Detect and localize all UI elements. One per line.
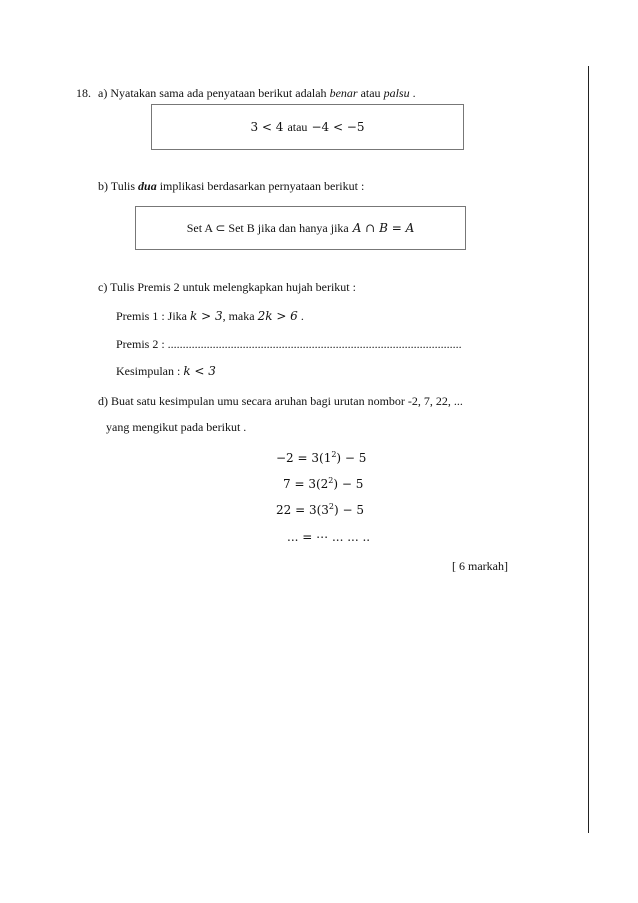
word-palsu: palsu: [383, 86, 410, 100]
kesimpulan: [116, 364, 216, 378]
part-b-suffix: implikasi berdasarkan pernyataan berikut :: [156, 179, 365, 193]
premis1-mid: , maka: [222, 309, 258, 323]
kesimpulan-prefix: Kesimpulan :: [116, 364, 184, 378]
part-d-instruction: d) Buat satu kesimpulan umu secara aruhan bagi urutan nombor -2, 7, 22, ...: [98, 394, 463, 408]
premis-1: [116, 309, 304, 323]
word-atau: atau: [357, 86, 384, 100]
question-number: 18.: [76, 86, 91, 100]
word-benar: benar: [329, 86, 358, 100]
premis1-res: 2k > 6: [257, 309, 298, 323]
equation-1: $-2 = 3(1^2) - 5$: [276, 450, 367, 465]
kesimpulan-math: k < 3: [183, 364, 216, 378]
part-b-prefix: b) Tulis: [98, 179, 139, 193]
marks: [ 6 markah]: [452, 559, 508, 573]
equation-4: ... = ⋯ ... ... ..: [287, 530, 371, 544]
premis1-cond: k > 3: [190, 309, 223, 323]
statement-left: 3 < 4: [250, 120, 284, 134]
statement-atau: atau: [287, 120, 308, 134]
statement-box: [151, 104, 464, 150]
biconditional-math: A ∩ B = A: [352, 221, 415, 235]
biconditional-text: Set A ⊂ Set B jika dan hanya jika: [186, 221, 349, 235]
part-a-instruction: [98, 86, 416, 100]
part-a-suffix: .: [409, 86, 416, 100]
equation-3: $22 = 3(3^2) - 5$: [276, 502, 364, 517]
word-dua: dua: [138, 179, 157, 193]
part-b-instruction: [98, 179, 364, 193]
premis1-end: .: [297, 309, 304, 323]
part-c-instruction: c) Tulis Premis 2 untuk melengkapkan hujah berikut :: [98, 280, 356, 294]
statement-right: −4 < −5: [311, 120, 365, 134]
equation-2: $7 = 3(2^2) - 5$: [283, 476, 364, 491]
biconditional-box: [135, 206, 466, 250]
margin-rule: [588, 66, 589, 833]
part-d-instruction-2: yang mengikut pada berikut .: [106, 420, 247, 434]
premis-2: Premis 2 : ..................................................................................................: [116, 337, 462, 351]
premis1-prefix: Premis 1 : Jika: [116, 309, 190, 323]
part-a-prefix: a) Nyatakan sama ada penyataan berikut adalah: [98, 86, 330, 100]
